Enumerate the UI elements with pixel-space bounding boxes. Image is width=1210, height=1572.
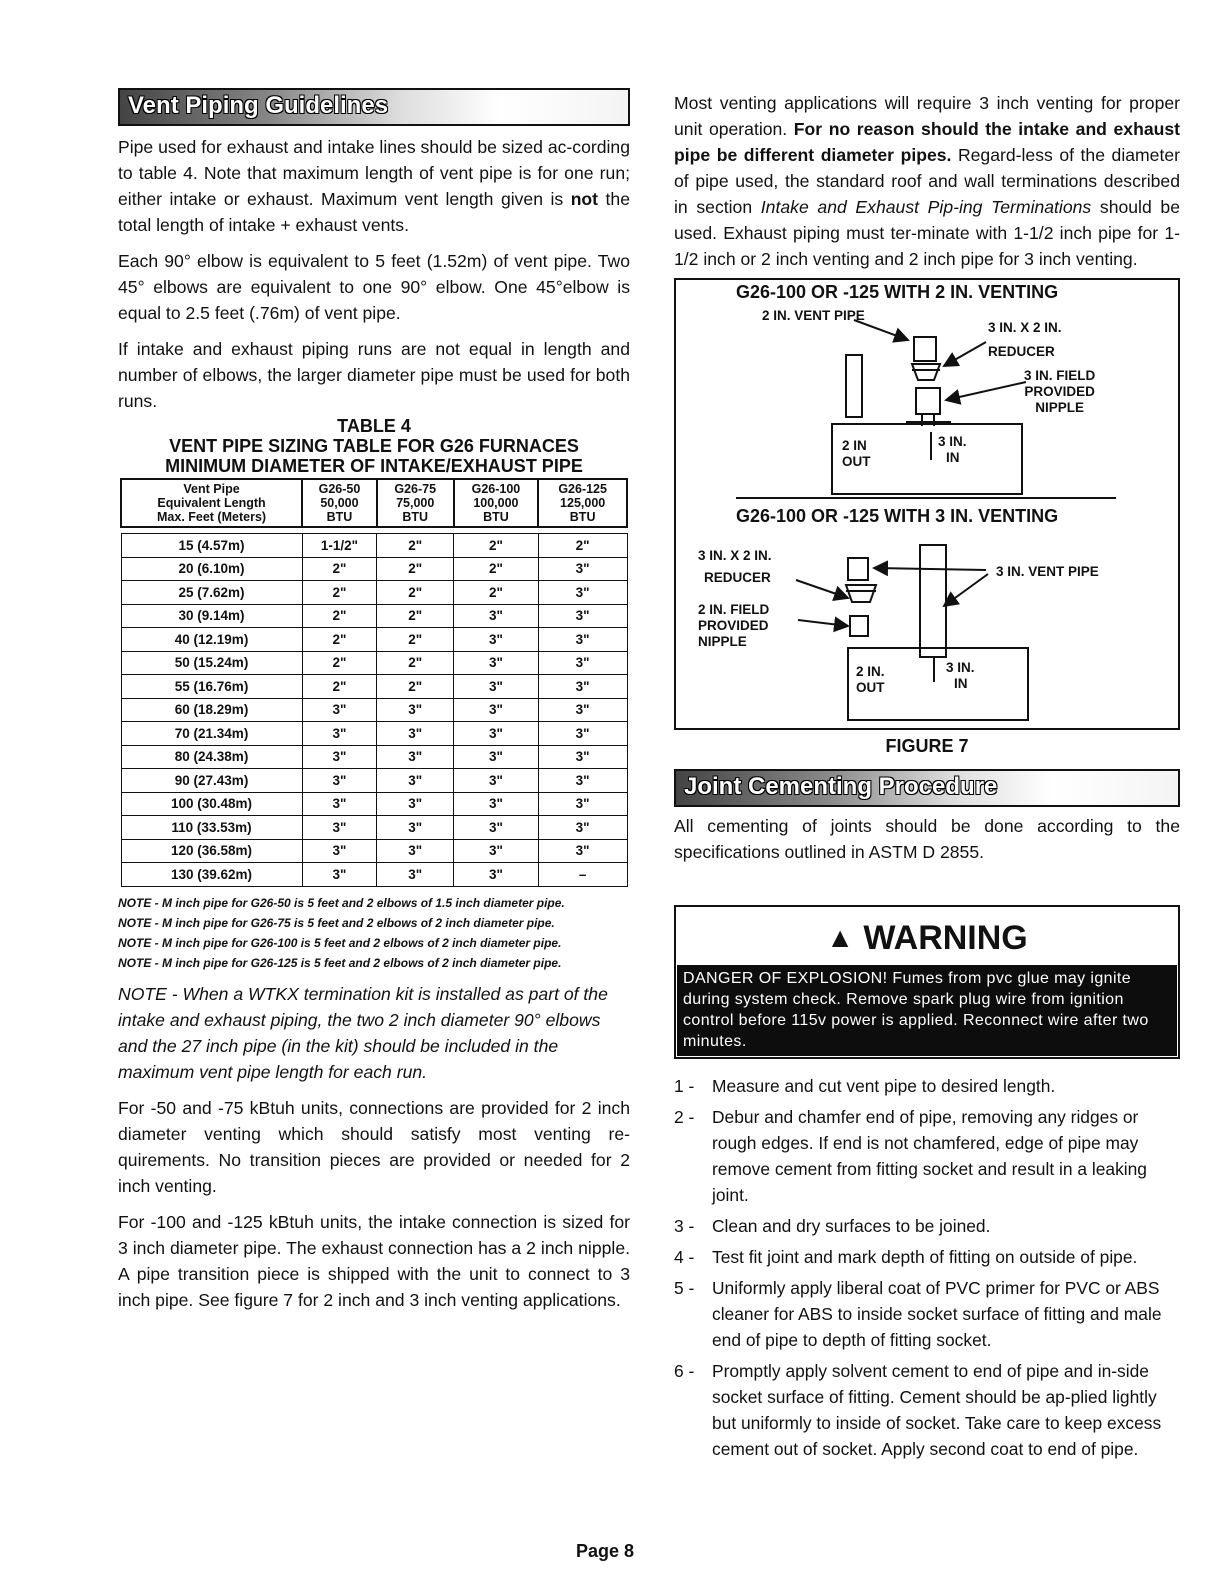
- table-cell-length: 80 (24.38m): [121, 745, 302, 769]
- table-cell-diameter: 3": [302, 722, 377, 746]
- table-cell-length: 40 (12.19m): [121, 628, 302, 652]
- table-cell-length: 15 (4.57m): [121, 534, 302, 558]
- table-row: [121, 628, 627, 652]
- step-item: [674, 1213, 1180, 1239]
- header-line: G26-100: [471, 482, 521, 496]
- step-number: 2 -: [674, 1107, 695, 1127]
- table-cell-diameter: 2": [538, 534, 627, 558]
- nipple-3in-top: [916, 388, 940, 414]
- table-cell-length: 120 (36.58m): [121, 839, 302, 863]
- table-cell-diameter: 3": [538, 722, 627, 746]
- label-line: 3 IN. X 2 IN.: [698, 548, 772, 563]
- table-row: [121, 769, 627, 793]
- vent-pipe-sizing-table: [120, 478, 628, 887]
- table-title-2: VENT PIPE SIZING TABLE FOR G26 FURNACES: [169, 436, 579, 456]
- label-line: OUT: [842, 454, 871, 469]
- step-number: 5 -: [674, 1278, 695, 1298]
- step-item: [674, 1104, 1180, 1208]
- table-cell-diameter: 3": [454, 745, 539, 769]
- table-cell-diameter: 3": [377, 816, 454, 840]
- step-text: Uniformly apply liberal coat of PVC primer for PVC or ABS cleaner for ABS to inside socket surface of fitting and male end of pipe to depth of fitting socket.: [712, 1278, 1162, 1350]
- note-g26-50: NOTE - M inch pipe for G26-50 is 5 feet and 2 elbows of 1.5 inch diameter pipe.: [118, 895, 565, 910]
- reducer-top-cap: [914, 337, 936, 361]
- step-number: 3 -: [674, 1216, 695, 1236]
- table-cell-diameter: 3": [538, 816, 627, 840]
- table-cell-diameter: 3": [454, 769, 539, 793]
- label-line: 2 IN.: [856, 664, 885, 679]
- note-wtkx-termination-kit: NOTE - When a WTKX termination kit is installed as part of the intake and exhaust piping, the two 2 inch diameter 90° elbows and the 27 inch pipe (in the kit) should be included in the maximum vent pipe length for each run.: [118, 983, 608, 1082]
- table-cell-length: 70 (21.34m): [121, 722, 302, 746]
- header-line: 50,000: [320, 496, 359, 510]
- paragraph-3-inch-venting: [674, 90, 1180, 272]
- table-row: [121, 816, 627, 840]
- table-cell-diameter: 2": [377, 557, 454, 581]
- table-cell-length: 30 (9.14m): [121, 604, 302, 628]
- reducer-bottom-body: [846, 585, 876, 602]
- table-cell-diameter: 2": [377, 675, 454, 699]
- label-line: NIPPLE: [698, 634, 747, 649]
- step-text: Promptly apply solvent cement to end of pipe and in-side socket surface of fitting. Cement should be ap-plied lightly but uniformly to inside of socket. Take care to keep excess cement out of socket. Apply second coat to end of pipe.: [712, 1361, 1162, 1459]
- table-cell-diameter: 3": [302, 792, 377, 816]
- text-run-italic: Intake and Exhaust Pip-ing Terminations: [760, 197, 1092, 217]
- header-line: Vent Pipe: [183, 482, 240, 496]
- table-cell-diameter: 3": [454, 628, 539, 652]
- table-cell-diameter: 3": [538, 698, 627, 722]
- text-run: Most venting applications will require 3 inch venting for proper unit operation.: [674, 93, 1180, 139]
- table-row: [121, 792, 627, 816]
- table-cell-diameter: 3": [454, 839, 539, 863]
- warning-text: DANGER OF EXPLOSION! Fumes from pvc glue may ignite during system check. Remove spark plug wire from ignition control before 115v power is applied. Reconnect wire after two minutes.: [677, 965, 1177, 1056]
- step-text: Test fit joint and mark depth of fitting on outside of pipe.: [712, 1247, 1138, 1267]
- table-title-3: MINIMUM DIAMETER OF INTAKE/EXHAUST PIPE: [165, 456, 583, 476]
- table-cell-diameter: 1-1/2": [302, 534, 377, 558]
- table-body: [121, 527, 627, 886]
- table-cell-diameter: 3": [454, 816, 539, 840]
- label-3in-vent-pipe: 3 IN. VENT PIPE: [996, 564, 1099, 579]
- table-cell-diameter: 3": [377, 722, 454, 746]
- table-row: [121, 839, 627, 863]
- table-row: [121, 722, 627, 746]
- table-cell-diameter: 3": [538, 769, 627, 793]
- step-item: [674, 1358, 1180, 1462]
- table-cell-diameter: 3": [454, 604, 539, 628]
- table-header-row: [121, 479, 627, 527]
- paragraph-pipe-sizing: [118, 134, 630, 238]
- table-row: [121, 698, 627, 722]
- table-cell-diameter: 3": [302, 839, 377, 863]
- table-cell-diameter: 3": [538, 557, 627, 581]
- table-cell-diameter: 3": [454, 698, 539, 722]
- header-line: Equivalent Length: [157, 496, 266, 510]
- header-g26-75: [377, 479, 454, 527]
- warning-triangle-icon: ▲: [826, 922, 854, 953]
- table-row: [121, 675, 627, 699]
- label-line: PROVIDED: [1024, 384, 1095, 399]
- label-line: REDUCER: [988, 344, 1055, 359]
- label-3in-in-bottom: [946, 660, 975, 692]
- table-cell-diameter: 3": [538, 604, 627, 628]
- paragraph-elbows: Each 90° elbow is equivalent to 5 feet (1.52m) of vent pipe. Two 45° elbows are equivalent to one 90° elbow. One 45°elbow is equal to 2.5 feet (.76m) of vent pipe.: [118, 251, 630, 323]
- label-3in-in-top: [938, 434, 967, 466]
- table-cell-diameter: 2": [377, 651, 454, 675]
- label-line: 2 IN: [842, 438, 867, 453]
- table-row: [121, 604, 627, 628]
- figure-7: [674, 278, 1180, 730]
- table-cell-diameter: 3": [377, 745, 454, 769]
- table-cell-diameter: 3": [377, 792, 454, 816]
- cementing-steps-list: [674, 1073, 1180, 1462]
- figure-title-3in: G26-100 OR -125 WITH 3 IN. VENTING: [736, 506, 1059, 526]
- label-line: 2 IN. FIELD: [698, 602, 770, 617]
- table-cell-diameter: 2": [377, 581, 454, 605]
- header-g26-50: [302, 479, 377, 527]
- table-cell-diameter: 2": [302, 604, 377, 628]
- header-line: BTU: [569, 510, 596, 524]
- paragraph-astm: All cementing of joints should be done according to the specifications outlined in ASTM D 2855.: [674, 816, 1180, 862]
- step-number: 6 -: [674, 1361, 695, 1381]
- table-cell-length: 60 (18.29m): [121, 698, 302, 722]
- table-cell-diameter: 3": [377, 698, 454, 722]
- step-item: [674, 1244, 1180, 1270]
- label-2in-out-top: [842, 438, 871, 470]
- vent-pipe-3in-bottom: [920, 545, 946, 657]
- table-row: [121, 863, 627, 887]
- table-cell-diameter: 2": [302, 651, 377, 675]
- joint-cementing-procedure-heading: [674, 769, 1180, 807]
- section-heading-text: Joint Cementing Procedure: [684, 773, 998, 800]
- table-cell-diameter: 2": [302, 557, 377, 581]
- table-cell-length: 55 (16.76m): [121, 675, 302, 699]
- table-cell-diameter: 3": [302, 769, 377, 793]
- table-cell-diameter: 3": [302, 816, 377, 840]
- warning-title: WARNING: [863, 919, 1028, 957]
- step-text: Measure and cut vent pipe to desired length.: [712, 1076, 1056, 1096]
- label-line: 3 IN.: [938, 434, 967, 449]
- label-3in-field-nipple: [1024, 368, 1095, 416]
- step-item: [674, 1073, 1180, 1099]
- table-row: [121, 534, 627, 558]
- paragraph-50-75-units: For -50 and -75 kBtuh units, connections are provided for 2 inch diameter venting which should satisfy most venting re-quirements. No transition pieces are provided or needed for 2 inch venting.: [118, 1097, 630, 1196]
- table-cell-diameter: 2": [454, 557, 539, 581]
- figure-7-caption: FIGURE 7: [885, 736, 969, 756]
- header-line: G26-75: [394, 482, 437, 496]
- header-line: 125,000: [560, 496, 606, 510]
- text-run-bold: not: [570, 189, 599, 209]
- label-line: 3 IN.: [946, 660, 975, 675]
- step-text: Clean and dry surfaces to be joined.: [712, 1216, 991, 1236]
- warning-header: [676, 919, 1178, 965]
- step-item: [674, 1275, 1180, 1353]
- section-heading-text: Vent Piping Guidelines: [128, 92, 389, 119]
- reducer-top-body: [912, 364, 940, 380]
- label-line: IN: [946, 450, 960, 465]
- nipple-2in-bottom: [850, 616, 868, 636]
- table-cell-diameter: 3": [538, 581, 627, 605]
- table-cell-diameter: 2": [302, 581, 377, 605]
- right-column: [674, 88, 1180, 1467]
- table-row: [121, 651, 627, 675]
- table-cell-diameter: 3": [538, 628, 627, 652]
- table-notes: [118, 893, 630, 973]
- note-g26-75: NOTE - M inch pipe for G26-75 is 5 feet and 2 elbows of 2 inch diameter pipe.: [118, 915, 555, 930]
- label-line: NIPPLE: [1035, 400, 1085, 415]
- table-cell-diameter: 3": [454, 863, 539, 887]
- header-line: BTU: [326, 510, 353, 524]
- text-run: Regard-less of the diameter of pipe used, the standard roof and wall terminations described in section: [674, 145, 1180, 217]
- label-2in-vent-pipe: 2 IN. VENT PIPE: [762, 308, 865, 323]
- vent-piping-guidelines-heading: [118, 88, 630, 126]
- label-line: 3 IN. FIELD: [1024, 368, 1096, 383]
- label-2in-field-nipple: [698, 602, 769, 650]
- table-cell-diameter: 3": [454, 792, 539, 816]
- label-reducer-bottom: [698, 548, 772, 586]
- header-g26-125: [538, 479, 627, 527]
- table-cell-diameter: 2": [302, 675, 377, 699]
- label-2in-out-bottom: [856, 664, 885, 696]
- figure-title-2in: G26-100 OR -125 WITH 2 IN. VENTING: [736, 282, 1059, 302]
- label-line: 3 IN. X 2 IN.: [988, 320, 1062, 335]
- table-cell-diameter: 3": [302, 863, 377, 887]
- vent-pipe-2in-top: [846, 355, 862, 417]
- table-cell-diameter: 3": [302, 745, 377, 769]
- step-number: 1 -: [674, 1076, 695, 1096]
- table-cell-diameter: 3": [538, 651, 627, 675]
- table-cell-diameter: 3": [454, 651, 539, 675]
- table-cell-diameter: 2": [302, 628, 377, 652]
- label-line: PROVIDED: [698, 618, 769, 633]
- table-cell-diameter: –: [538, 863, 627, 887]
- header-line: Max. Feet (Meters): [157, 510, 267, 524]
- text-run: should be used. Exhaust piping must ter-minate with 1-1/2 inch pipe for 1-1/2 inch or 2 inch venting and 2 inch pipe for 3 inch venting.: [674, 197, 1180, 269]
- note-g26-100: NOTE - M inch pipe for G26-100 is 5 feet and 2 elbows of 2 inch diameter pipe.: [118, 935, 562, 950]
- left-column: [118, 88, 630, 1313]
- step-text: Debur and chamfer end of pipe, removing any ridges or rough edges. If end is not chamfered, edge of pipe may remove cement from fitting socket and result in a leaking joint.: [712, 1107, 1147, 1205]
- header-vent-pipe: [121, 479, 302, 527]
- table-cell-diameter: 3": [377, 839, 454, 863]
- label-line: REDUCER: [704, 570, 771, 585]
- table-cell-diameter: 3": [377, 769, 454, 793]
- table-cell-diameter: 3": [377, 863, 454, 887]
- header-line: G26-50: [318, 482, 361, 496]
- table-cell-length: 100 (30.48m): [121, 792, 302, 816]
- text-run: the total length of intake + exhaust vents.: [118, 189, 630, 235]
- header-g26-100: [454, 479, 539, 527]
- text-run-bold: For no reason should the intake and exhaust pipe be different diameter pipes.: [674, 119, 1180, 165]
- table-row: [121, 745, 627, 769]
- note-g26-125: NOTE - M inch pipe for G26-125 is 5 feet and 2 elbows of 2 inch diameter pipe.: [118, 955, 562, 970]
- table-cell-diameter: 3": [538, 675, 627, 699]
- table-cell-diameter: 3": [454, 675, 539, 699]
- table-cell-diameter: 3": [454, 722, 539, 746]
- table-cell-diameter: 2": [377, 604, 454, 628]
- paragraph-100-125-units: For -100 and -125 kBtuh units, the intake connection is sized for 3 inch diameter pipe. The exhaust connection has a 2 inch nipple. A pipe transition piece is shipped with the unit to connect to 3 inch pipe. See figure 7 for 2 inch and 3 inch venting applications.: [118, 1211, 630, 1310]
- header-line: BTU: [483, 510, 509, 524]
- warning-box: [674, 905, 1180, 1059]
- header-line: 100,000: [473, 496, 519, 510]
- paragraph-unequal-runs: If intake and exhaust piping runs are not equal in length and number of elbows, the larger diameter pipe must be used for both runs.: [118, 339, 630, 411]
- table-row: [121, 581, 627, 605]
- table-cell-length: 130 (39.62m): [121, 863, 302, 887]
- table-cell-length: 110 (33.53m): [121, 816, 302, 840]
- label-reducer-top: [988, 320, 1062, 360]
- table-cell-diameter: 2": [454, 534, 539, 558]
- label-line: IN: [954, 676, 968, 691]
- table-cell-length: 50 (15.24m): [121, 651, 302, 675]
- table-cell-length: 20 (6.10m): [121, 557, 302, 581]
- header-line: 75,000: [396, 496, 435, 510]
- reducer-bottom-cap: [848, 558, 868, 580]
- table-cell-diameter: 2": [454, 581, 539, 605]
- header-line: BTU: [402, 510, 429, 524]
- table-row: [121, 557, 627, 581]
- table-4-title: [118, 416, 630, 476]
- header-line: G26-125: [558, 482, 607, 496]
- table-cell-diameter: 2": [377, 534, 454, 558]
- page-number: Page 8: [575, 1541, 635, 1561]
- table-cell-diameter: 3": [538, 839, 627, 863]
- table-cell-diameter: 3": [538, 745, 627, 769]
- label-line: OUT: [856, 680, 885, 695]
- venting-diagram: [676, 280, 1178, 728]
- table-cell-diameter: 3": [302, 698, 377, 722]
- table-cell-diameter: 2": [377, 628, 454, 652]
- table-cell-length: 25 (7.62m): [121, 581, 302, 605]
- table-title-1: TABLE 4: [337, 416, 411, 436]
- text-run: Pipe used for exhaust and intake lines should be sized ac-cording to table 4. Note that maximum length of vent pipe is for one run; either intake or exhaust. Maximum vent length given is: [118, 137, 630, 209]
- step-number: 4 -: [674, 1247, 695, 1267]
- table-cell-length: 90 (27.43m): [121, 769, 302, 793]
- table-cell-diameter: 3": [538, 792, 627, 816]
